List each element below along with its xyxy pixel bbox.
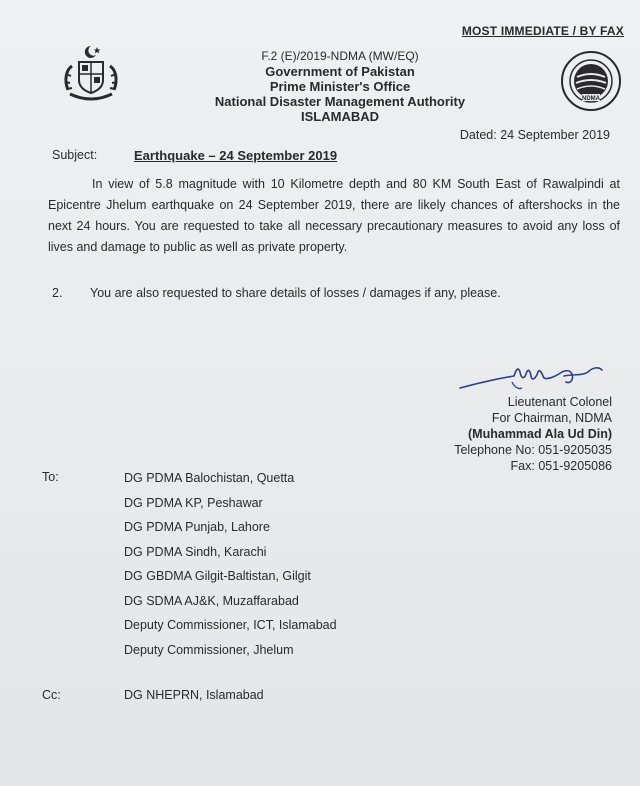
signatory-rank: Lieutenant Colonel: [507, 395, 612, 409]
signatory-for: For Chairman, NDMA: [491, 411, 612, 425]
pakistan-emblem-icon: [58, 44, 124, 106]
paragraph-1: In view of 5.8 magnitude with 10 Kilometre depth and 80 KM South East of Rawalpindi at Epicentre Jhelum earthquake on 24 September 2019, there are likely chances of aftershocks in the next 24 hours. You are requested to take all necessary precautionary measures to avoid any loss of lives and damage to public as well as private property.: [48, 177, 620, 254]
urgency-label: MOST IMMEDIATE / BY FAX: [461, 24, 624, 38]
cc-label: Cc:: [42, 688, 61, 702]
government-name: Government of Pakistan: [265, 64, 415, 79]
recipient-item: Deputy Commissioner, ICT, Islamabad: [124, 618, 337, 632]
signature-icon: [452, 358, 612, 398]
paragraph-2: You are also requested to share details of losses / damages if any, please.: [90, 286, 501, 300]
signatory-block: [454, 394, 612, 474]
recipient-item: DG PDMA KP, Peshawar: [124, 495, 263, 510]
cc-recipient: DG NHEPRN, Islamabad: [124, 688, 264, 702]
subject-text: Earthquake – 24 September 2019: [134, 148, 338, 163]
recipient-list: [124, 470, 337, 666]
to-label: To:: [42, 470, 59, 484]
signatory-fax: Fax: 051-9205086: [510, 459, 612, 473]
recipient-item: DG PDMA Balochistan, Quetta: [124, 471, 295, 485]
reference-number: F.2 (E)/2019-NDMA (MW/EQ): [261, 49, 419, 63]
authority-name: National Disaster Management Authority: [214, 94, 466, 109]
recipient-item: DG PDMA Punjab, Lahore: [124, 520, 270, 534]
ndma-seal-icon: [560, 50, 622, 112]
paragraph-2-number: 2.: [52, 286, 63, 300]
letter-header: [150, 49, 530, 124]
office-name: Prime Minister's Office: [269, 79, 411, 94]
recipient-item: Deputy Commissioner, Jhelum: [124, 642, 294, 657]
recipient-item: DG SDMA AJ&K, Muzaffarabad: [124, 593, 299, 608]
subject-label: Subject:: [52, 148, 98, 162]
letter-date: Dated: 24 September 2019: [459, 128, 610, 142]
city-name: ISLAMABAD: [301, 109, 379, 124]
recipient-item: DG GBDMA Gilgit-Baltistan, Gilgit: [124, 569, 311, 583]
signatory-telephone: Telephone No: 051-9205035: [454, 443, 612, 457]
signatory-name: (Muhammad Ala Ud Din): [468, 427, 612, 441]
ndma-logo-text: NDMA: [582, 96, 600, 102]
recipient-item: DG PDMA Sindh, Karachi: [124, 544, 267, 559]
